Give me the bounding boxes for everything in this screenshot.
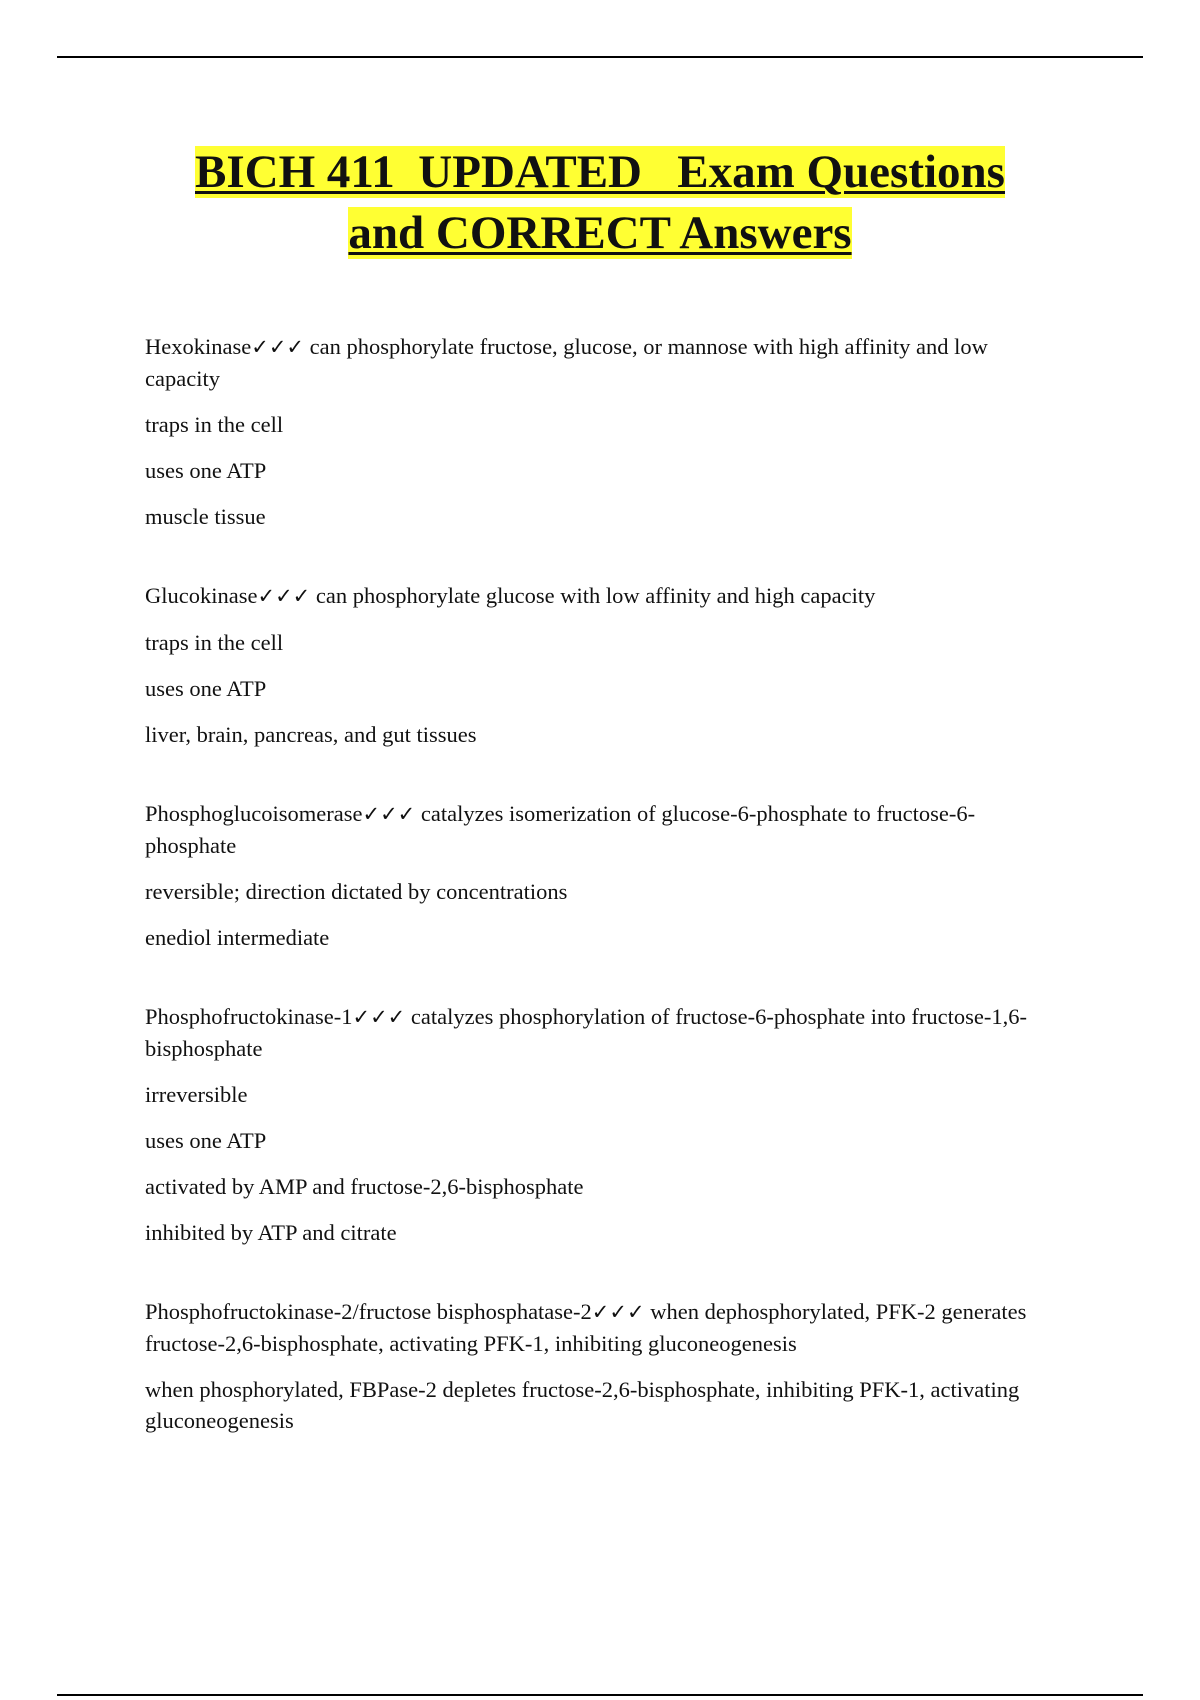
entry-note: liver, brain, pancreas, and gut tissues xyxy=(145,722,477,747)
entry-definition: can phosphorylate glucose with low affinity and high capacity xyxy=(310,583,876,608)
title-line-1: BICH 411 UPDATED Exam Questions xyxy=(195,146,1005,198)
entry-phosphoglucoisomerase xyxy=(145,798,1065,953)
entry-pfk2-fbpase2 xyxy=(145,1296,1065,1436)
entry-definition: catalyzes isomerization of glucose-6-phosphate to fructose-6-phosphate xyxy=(145,801,976,858)
entry-term: Phosphofructokinase-2/fructose bisphosphatase-2 xyxy=(145,1299,592,1324)
entry-term: Phosphoglucoisomerase xyxy=(145,801,363,826)
entry-question xyxy=(145,331,1065,394)
entry-glucokinase xyxy=(145,580,1065,750)
entry-term: Phosphofructokinase-1 xyxy=(145,1004,353,1029)
checkmark-icon: ✓✓✓ xyxy=(591,1300,645,1324)
entry-note: uses one ATP xyxy=(145,1128,267,1153)
entry-term: Hexokinase xyxy=(145,334,252,359)
checkmark-icon: ✓✓✓ xyxy=(362,802,416,826)
entry-note: activated by AMP and fructose-2,6-bisphosphate xyxy=(145,1174,584,1199)
entry-note: enediol intermediate xyxy=(145,925,330,950)
entry-hexokinase xyxy=(145,331,1065,532)
entry-note: inhibited by ATP and citrate xyxy=(145,1220,397,1245)
checkmark-icon: ✓✓✓ xyxy=(251,335,305,359)
entry-note: when phosphorylated, FBPase-2 depletes fructose-2,6-bisphosphate, inhibiting PFK-1, activating gluconeogenesis xyxy=(145,1377,1020,1433)
bottom-divider xyxy=(57,1694,1143,1696)
entry-definition: catalyzes phosphorylation of fructose-6-phosphate into fructose-1,6-bisphosphate xyxy=(145,1004,1027,1061)
entry-note: muscle tissue xyxy=(145,504,266,529)
entry-note: reversible; direction dictated by concentrations xyxy=(145,879,568,904)
entry-definition: can phosphorylate fructose, glucose, or mannose with high affinity and low capacity xyxy=(145,334,988,391)
entry-phosphofructokinase-1 xyxy=(145,1001,1065,1248)
top-divider xyxy=(57,56,1143,58)
entry-note: traps in the cell xyxy=(145,630,284,655)
entry-note: uses one ATP xyxy=(145,676,267,701)
qa-content xyxy=(145,331,1065,1484)
entry-question xyxy=(145,1296,1065,1359)
entry-term: Glucokinase xyxy=(145,583,258,608)
title-line-2: and CORRECT Answers xyxy=(348,207,852,259)
entry-definition: when dephosphorylated, PFK-2 generates fructose-2,6-bisphosphate, activating PFK-1, inhibiting gluconeogenesis xyxy=(145,1299,1027,1356)
checkmark-icon: ✓✓✓ xyxy=(257,584,311,608)
document-title xyxy=(0,142,1200,264)
entry-question xyxy=(145,1001,1065,1064)
entry-note: irreversible xyxy=(145,1082,248,1107)
checkmark-icon: ✓✓✓ xyxy=(352,1005,406,1029)
entry-question xyxy=(145,798,1065,861)
entry-question xyxy=(145,580,1065,612)
entry-note: uses one ATP xyxy=(145,458,267,483)
entry-note: traps in the cell xyxy=(145,412,284,437)
